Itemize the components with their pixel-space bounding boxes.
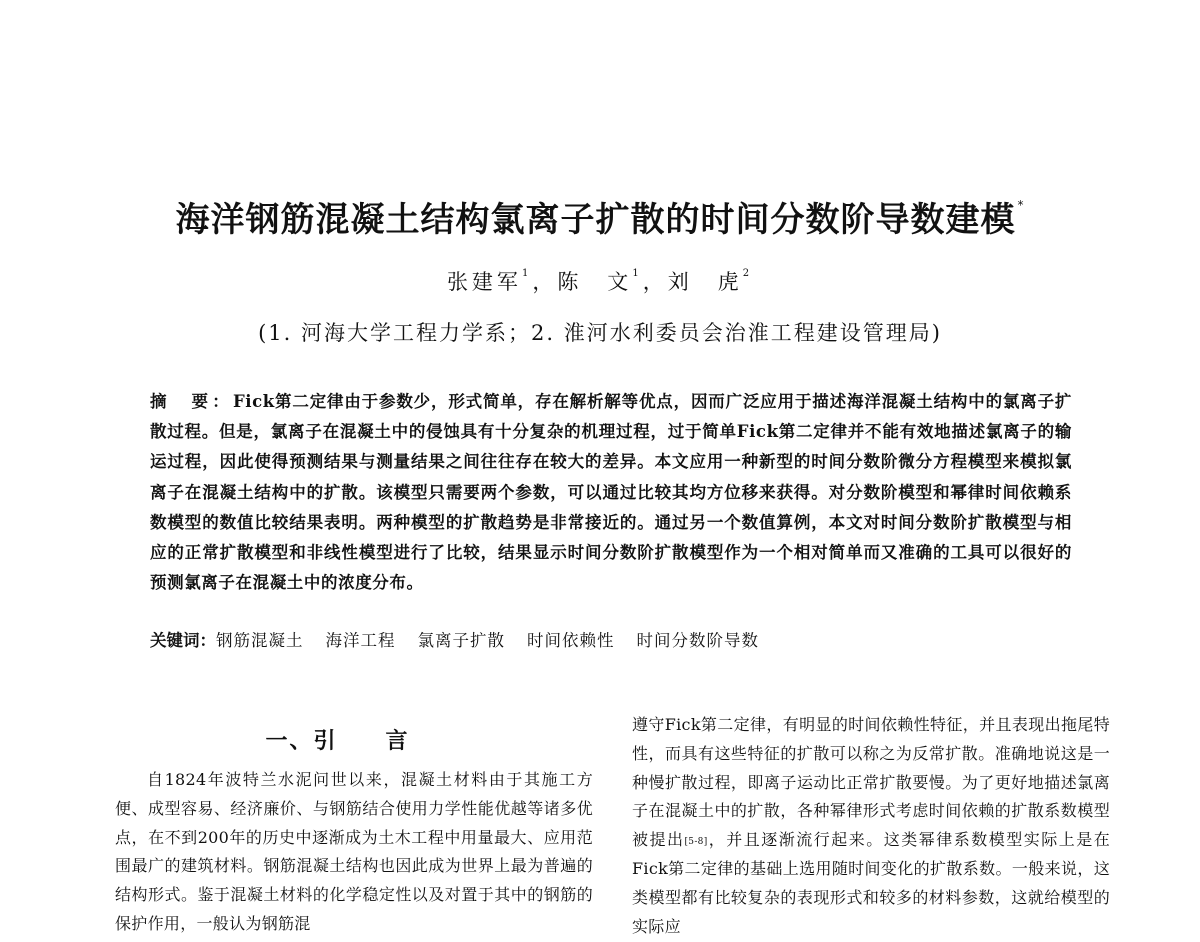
author-affiliation-index: 1	[632, 268, 643, 279]
body-text: 遵守Fick第二定律，有明显的时间依赖性特征，并且表现出拖尾特性，而具有这些特征的扩散可以称之为反常扩散。准确地说这是一种慢扩散过程，即离子运动比正常扩散要慢。为了更好地描述氯离子在混凝土中的扩散，各种幂律形式考虑时间依赖的扩散系数模型被提出	[632, 715, 1110, 850]
body-paragraph: 自1824年波特兰水泥问世以来，混凝土材料由于其施工方便、成型容易、经济廉价、与钢筋结合使用力学性能优越等诸多优点，在不到200年的历史中逐渐成为土木工程中用量最大、应用范围最广的建筑材料。钢筋混凝土结构也因此成为世界上最为普遍的结构形式。鉴于混凝土材料的化学稳定性以及对置于其中的钢筋的保护作用，一般认为钢筋混	[115, 770, 593, 933]
abstract-text: Fick第二定律由于参数少，形式简单，存在解析解等优点，因而广泛应用于描述海洋混凝土结构中的氯离子扩散过程。但是，氯离子在混凝土中的侵蚀具有十分复杂的机理过程，过于简单Fick第二定律并不能有效地描述氯离子的输运过程，因此使得预测结果与测量结果之间往往存在较大的差异。本文应用一种新型的时间分数阶微分方程模型来模拟氯离子在混凝土结构中的扩散。该模型只需要两个参数，可以通过比较其均方位移来获得。对分数阶模型和幂律时间依赖系数模型的数值比较结果表明。两种模型的扩散趋势是非常接近的。通过另一个数值算例，本文对时间分数阶扩散模型与相应的正常扩散模型和非线性模型进行了比较，结果显示时间分数阶扩散模型作为一个相对简单而又准确的工具可以很好的预测氯离子在混凝土中的浓度分布。	[150, 392, 1073, 593]
author-name: 张建军	[446, 270, 522, 294]
keyword: 钢筋混凝土	[216, 631, 304, 650]
author-name: 陈 文	[557, 270, 633, 294]
body-column-right	[632, 711, 1110, 941]
abstract	[150, 387, 1072, 598]
author-separator: ，	[532, 270, 558, 294]
title-footnote-mark: *	[1017, 198, 1025, 212]
author-separator: ，	[642, 270, 668, 294]
paper-title-text: 海洋钢筋混凝土结构氯离子扩散的时间分数阶导数建模	[175, 200, 1016, 240]
keywords-label: 关键词：	[150, 631, 216, 650]
body-text: ，并且逐渐流行起来。这类幂律系数模型实际上是在Fick第二定律的基础上选用随时间变化的扩散系数。一般来说，这类模型都有比较复杂的表现形式和较多的材料参数，这就给模型的实际应	[632, 830, 1110, 936]
paper-title	[0, 192, 1200, 241]
author-affiliation-index: 2	[742, 268, 754, 279]
author-list	[0, 266, 1200, 296]
author-name: 刘 虎	[667, 270, 743, 294]
section-heading-introduction: 一、引 言	[265, 729, 410, 754]
keyword: 海洋工程	[325, 631, 396, 650]
keywords	[150, 627, 1072, 651]
citation-reference[interactable]: [5-8]	[684, 837, 708, 848]
body-column-left	[115, 766, 593, 939]
abstract-label: 摘 要：	[150, 392, 233, 411]
keyword: 时间分数阶导数	[636, 631, 759, 650]
keyword: 氯离子扩散	[417, 631, 505, 650]
body-paragraph	[632, 711, 1110, 941]
keyword: 时间依赖性	[527, 631, 615, 650]
affiliation-line: (1. 河海大学工程力学系；2. 淮河水利委员会治淮工程建设管理局)	[258, 321, 942, 345]
author-affiliation-index: 1	[521, 268, 533, 279]
